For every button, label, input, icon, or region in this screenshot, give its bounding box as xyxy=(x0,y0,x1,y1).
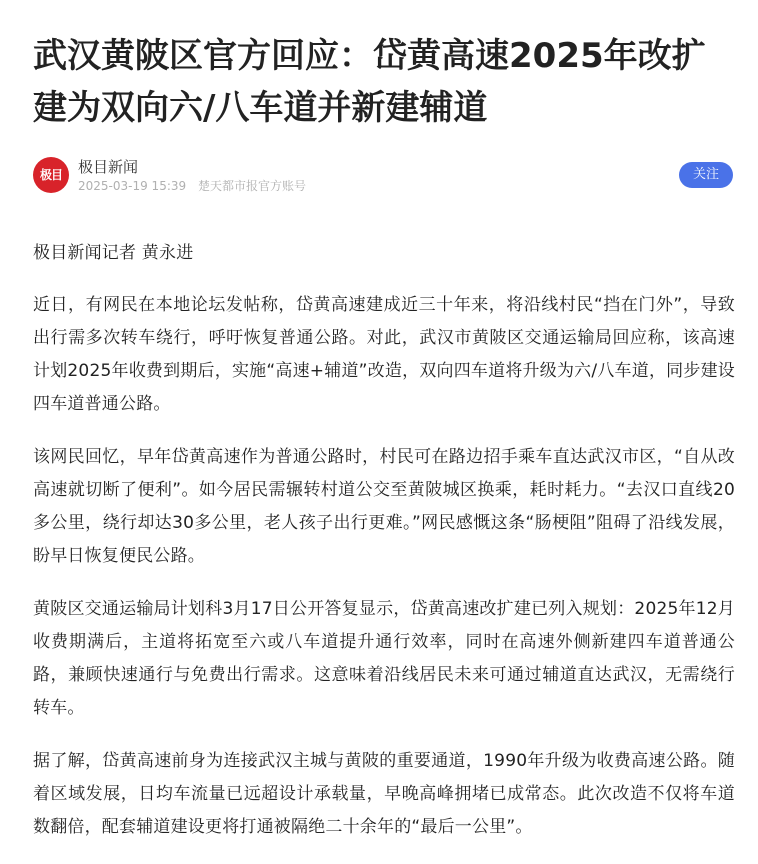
article-paragraph: 黄陂区交通运输局计划科3月17日公开答复显示，岱黄高速改扩建已列入规划：2025年12月收费期满后，主道将拓宽至六或八车道提升通行效率，同时在高速外侧新建四车道普通公路，兼顾快速通行与免费出行需求。这意味着沿线居民未来可通过辅道直达武汉，无需绕行转车。 xyxy=(33,599,735,718)
author-meta xyxy=(78,178,314,194)
reporter-byline: 极目新闻记者 黄永进 xyxy=(33,243,194,263)
follow-button[interactable]: 关注 xyxy=(679,162,733,188)
author-source: 楚天都市报官方账号 xyxy=(197,179,306,193)
author-avatar[interactable]: 极目 xyxy=(33,157,69,193)
article-paragraph: 据了解，岱黄高速前身为连接武汉主城与黄陂的重要通道，1990年升级为收费高速公路。随着区域发展，日均车流量已远超设计承载量，早晚高峰拥堵已成常态。此次改造不仅将车道数翻倍，配套辅道建设更将打通被隔绝二十余年的“最后一公里”。 xyxy=(33,751,735,837)
article-title: 武汉黄陂区官方回应：岱黄高速2025年改扩建为双向六/八车道并新建辅道 xyxy=(33,36,706,128)
author-bar xyxy=(33,155,733,199)
article-paragraph: 近日，有网民在本地论坛发帖称，岱黄高速建成近三十年来，将沿线村民“挡在门外”，导致出行需多次转车绕行，呼吁恢复普通公路。对此，武汉市黄陂区交通运输局回应称，该高速计划2025年收费到期后，实施“高速+辅道”改造，双向四车道将升级为六/八车道，同步建设四车道普通公路。 xyxy=(33,295,735,414)
article-body xyxy=(33,237,735,864)
author-name[interactable]: 极目新闻 xyxy=(78,158,139,176)
publish-datetime: 2025-03-19 15:39 xyxy=(78,179,187,193)
article-paragraph: 该网民回忆，早年岱黄高速作为普通公路时，村民可在路边招手乘车直达武汉市区，“自从改高速就切断了便利”。如今居民需辗转村道公交至黄陂城区换乘，耗时耗力。“去汉口直线20多公里，绕行却达30多公里，老人孩子出行更难。”网民感慨这条“肠梗阻”阻碍了沿线发展，盼早日恢复便民公路。 xyxy=(33,447,735,566)
